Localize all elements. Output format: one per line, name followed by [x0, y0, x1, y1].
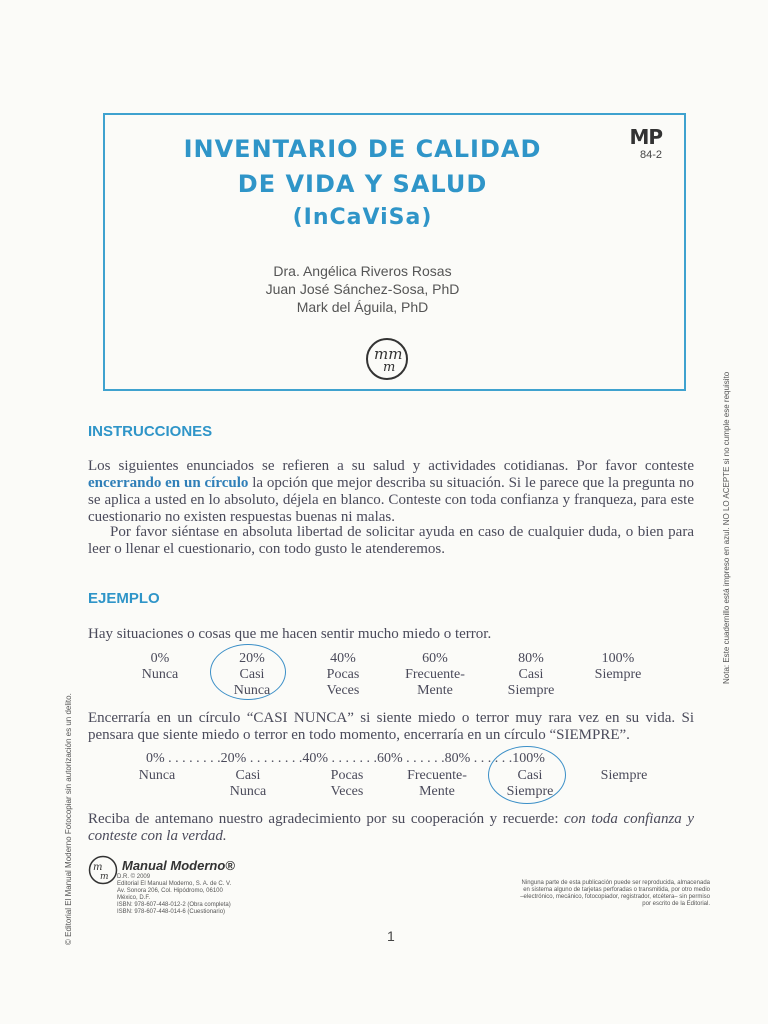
svg-text:m: m: [100, 872, 109, 882]
instructions-paragraph-1: Los siguientes enunciados se refieren a su salud y actividades cotidianas. Por favor conteste encerrando en un círculo la opción que mejor describa su situación. Si le parece que la pregunta no se aplica a usted en lo absoluto, déjela en blanco. Conteste con toda confianza y franqueza, para este cuestionario no existen respuestas buenas ni malas.: [88, 458, 694, 525]
scale-option: Pocas Veces: [330, 768, 364, 799]
scale-option: Nunca: [138, 768, 176, 783]
copyright-side-note: © Editorial El Manual Moderno Fotocopiar sin autorización es un delito.: [64, 693, 73, 945]
instructions-heading: INSTRUCCIONES: [88, 423, 213, 440]
author: Dra. Angélica Riveros Rosas: [273, 263, 452, 279]
author: Mark del Águila, PhD: [296, 299, 429, 315]
title-line-1: INVENTARIO DE CALIDAD: [183, 135, 542, 163]
scale-option: 40% Pocas Veces: [326, 651, 360, 698]
imprint: D.R. © 2009 Editorial El Manual Moderno, S. A. de C. V. Av. Sonora 206, Col. Hipódromo, 06100 México, D.F. ISBN: 978-607-448-012-2 (Obra completa) ISBN: 978-607-448-014-6 (Cuestionario): [117, 874, 232, 915]
scale-option: 0% Nunca: [141, 651, 179, 682]
instructions-emphasis: encerrando en un círculo: [88, 475, 249, 491]
publisher-brand: Manual Moderno®: [122, 858, 235, 873]
page-number: 1: [387, 928, 395, 944]
authors: [73, 262, 652, 316]
scale-option: Frecuente- Mente: [407, 768, 467, 799]
example-explanation: Encerraría en un círculo “CASI NUNCA” si siente miedo o terror muy rara vez en su vida. Si pensara que siente miedo o terror en todo momento, encerraría en un círculo “SIEMPRE”.: [88, 710, 694, 743]
title-line-2: DE VIDA Y SALUD: [237, 170, 488, 198]
svg-text:m: m: [383, 360, 396, 375]
emblem-letters: mm: [374, 345, 403, 363]
scale-option: Casi Nunca: [229, 768, 267, 799]
selection-circle: [488, 746, 566, 804]
scale-option: Casi Siempre: [506, 768, 554, 799]
instructions-paragraph-2: Por favor siéntase en absoluta libertad de solicitar ayuda en caso de cualquier duda, o bien para leer o llenar el cuestionario, con todo gusto le atenderemos.: [88, 524, 694, 557]
scale-dotted-line: 0% . . . . . . . .20% . . . . . . . .40% . . . . . . .60% . . . . . .80% . . . . . .100%: [146, 751, 545, 766]
scale-option: Siempre: [600, 768, 648, 783]
publisher-emblem-icon: [365, 337, 409, 381]
title-acronym: (InCaViSa): [292, 205, 433, 230]
print-notice-side-note: Nota: Este cuadernillo está impreso en azul. NO LO ACEPTE si no cumple ese requisito: [722, 371, 731, 684]
form-code: 84-2: [639, 149, 662, 161]
example-statement: Hay situaciones o cosas que me hacen sentir mucho miedo o terror.: [88, 626, 492, 642]
scale-option: 100% Siempre: [594, 651, 642, 682]
example-heading: EJEMPLO: [88, 590, 160, 607]
svg-text:m: m: [93, 862, 103, 873]
rights-notice: Ninguna parte de esta publicación puede ser reproducida, almacenada en sistema alguno de tarjetas perforadas o transmitida, por otro medio –electrónico, mecánico, fotocopiador, registrador, etcétera– sin permiso por escrito de la Editorial.: [520, 880, 710, 907]
scale-option: 80% Casi Siempre: [507, 651, 555, 698]
author: Juan José Sánchez-Sosa, PhD: [265, 281, 460, 297]
publisher-mark: MP: [629, 125, 662, 149]
title-box: [103, 113, 686, 391]
closing-emphasis: con toda confianza y conteste con la verdad.: [88, 811, 694, 844]
scale-option: 60% Frecuente- Mente: [405, 651, 465, 698]
closing-note: Reciba de antemano nuestro agradecimiento por su cooperación y recuerde: con toda confianza y conteste con la verdad.: [88, 811, 694, 844]
scale-option: 20% Casi Nunca: [233, 651, 271, 698]
selection-circle: [210, 644, 286, 700]
manual-moderno-logo-icon: [88, 855, 118, 885]
